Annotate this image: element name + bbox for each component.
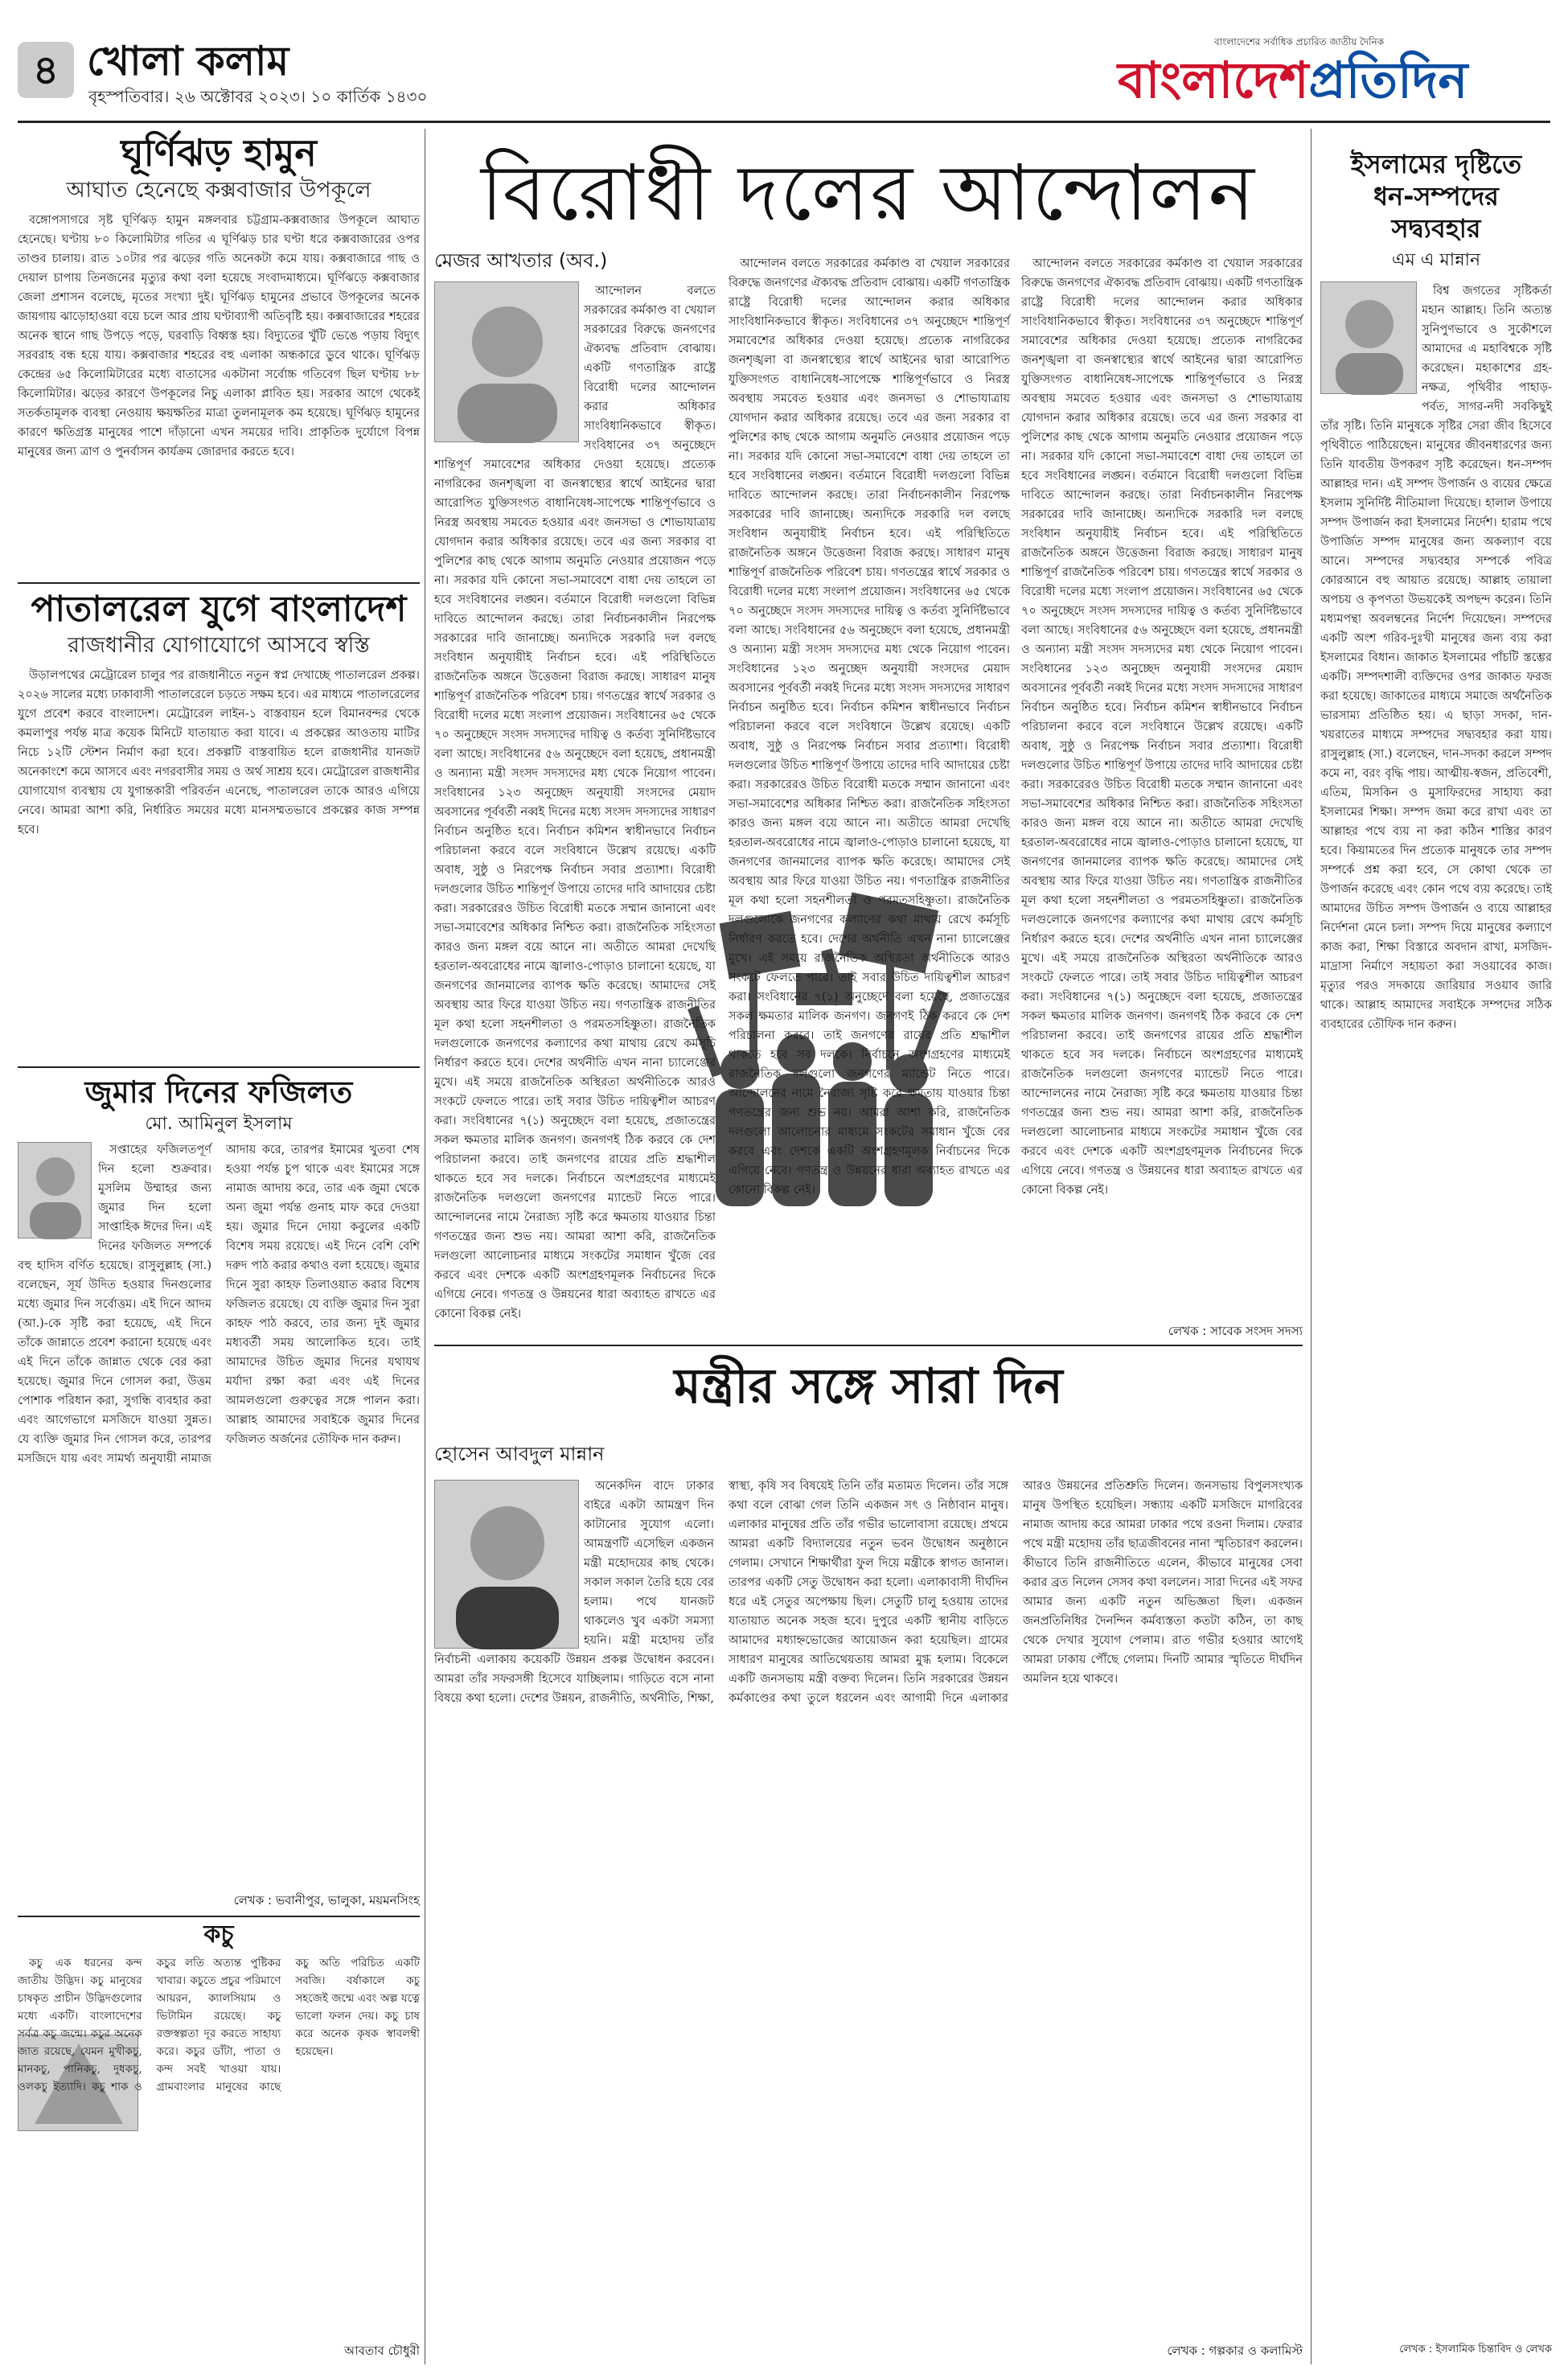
- opposition-title: বিরোধী দলের আন্দোলন: [480, 148, 1256, 238]
- islam-title-line2: ধন-সম্পদের: [1373, 181, 1499, 212]
- metro-subtitle: রাজধানীর যোগাযোগে আসবে স্বস্তি: [68, 633, 370, 658]
- center-rule: [434, 1345, 1303, 1346]
- page-number-badge: ৪: [18, 42, 74, 98]
- kochu-title: কচু: [203, 1920, 234, 1949]
- jumma-body: সপ্তাহের ফজিলতপূর্ণ দিন হলো শুক্রবার। মুসলিম উম্মাহর জন্য জুমার দিন হলো সাপ্তাহিক ঈদের দিন। এই দিনের ফজিলত সম্পর্কে বহু হাদিস বর্ণিত হয়েছে। রাসুলুল্লাহ (সা.) বলেছেন, সূর্য উদিত হওয়ার দিনগুলোর মধ্যে জুমার দিন সর্বোত্তম। এই দিনে আদম (আ.)-কে সৃষ্টি করা হয়েছে, এই দিনে তাঁকে জান্নাতে প্রবেশ করানো হয়েছে এবং এই দিনে তাঁকে জান্নাত থেকে বের করা হয়েছে। জুমার দিনে গোসল করা, উত্তম পোশাক পরিধান করা, সুগন্ধি ব্যবহার করা এবং আগেভাগে মসজিদে যাওয়া সুন্নত। যে ব্যক্তি জুমার দিন গোসল করে, তারপর মসজিদে যায় এবং সামর্থ্য অনুযায়ী নামাজ আদায় করে, তারপর ইমামের খুতবা শেষ হওয়া পর্যন্ত চুপ থাকে এবং ইমামের সঙ্গে নামাজ আদায় করে, তার এক জুমা থেকে অন্য জুমা পর্যন্ত গুনাহ মাফ করে দেওয়া হয়। জুমার দিনে দোয়া কবুলের একটি বিশেষ সময় রয়েছে। এই দিনে বেশি বেশি দরুদ পাঠ করার কথাও বলা হয়েছে। জুমার দিনে সুরা কাহফ তিলাওয়াত করার বিশেষ ফজিলত রয়েছে। যে ব্যক্তি জুমার দিন সুরা কাহফ পাঠ করবে, তার জন্য দুই জুমার মধ্যবর্তী সময় আলোকিত হবে। তাই আমাদের উচিত জুমার দিনের যথাযথ মর্যাদা রক্ষা করা এবং এই দিনের আমলগুলো গুরুত্বের সঙ্গে পালন করা। আল্লাহ আমাদের সবাইকে জুমার দিনের ফজিলত অর্জনের তৌফিক দান করুন।: [18, 1144, 420, 1465]
- islam-author: এম এ মান্নান: [1391, 250, 1481, 270]
- logo-word-pratidin: প্রতিদিন: [1308, 51, 1468, 109]
- section-title: খোলা কলাম: [87, 38, 289, 84]
- left-rule-3: [18, 1916, 420, 1917]
- masthead-rule: [18, 121, 1550, 123]
- logo-word-bangladesh: বাংলাদেশ: [1118, 51, 1309, 109]
- left-rule-1: [18, 582, 420, 584]
- minister-author: হোসেন আবদুল মান্নান: [434, 1443, 605, 1465]
- kochu-body: কচু এক ধরনের কন্দ জাতীয় উদ্ভিদ। কচু মানুষের চাষকৃত প্রাচীন উদ্ভিদগুলোর মধ্যে একটি। বাংলাদেশের সর্বত্র কচু জন্মে। কচুর অনেক জাত রয়েছে, যেমন মুখীকচু, মানকচু, পানিকচু, দুধকচু, ওলকচু ইত্যাদি। কচু শাক ও কচুর লতি অত্যন্ত পুষ্টিকর খাবার। কচুতে প্রচুর পরিমাণে আয়রন, ক্যালসিয়াম ও ভিটামিন রয়েছে। কচু রক্তস্বল্পতা দূর করতে সাহায্য করে। কচুর ডাঁটা, পাতা ও কন্দ সবই খাওয়া যায়। গ্রামবাংলার মানুষের কাছে কচু অতি পরিচিত একটি সবজি। বর্ষাকালে কচু সহজেই জন্মে এবং অল্প যত্নে ভালো ফলন দেয়। কচু চাষ করে অনেক কৃষক স্বাবলম্বী হয়েছেন।: [18, 1957, 420, 2093]
- jumma-footer: লেখক : ভবানীপুর, ভালুকা, ময়মনসিংহ: [233, 1893, 420, 1908]
- hamun-title: ঘূর্ণিঝড় হামুন: [121, 131, 317, 175]
- islam-title-line1: ইসলামের দৃষ্টিতে: [1350, 149, 1522, 179]
- islam-title-line3: সদ্ব্যবহার: [1391, 213, 1481, 244]
- left-rule-2: [18, 1066, 420, 1068]
- opposition-footer: লেখক : সাবেক সংসদ সদস্য: [1168, 1324, 1303, 1338]
- islam-footer: লেখক : ইসলামিক চিন্তাবিদ ও লেখক: [1399, 2343, 1552, 2356]
- opposition-author: মেজর আখতার (অব.): [434, 249, 608, 272]
- minister-title: মন্ত্রীর সঙ্গে সারা দিন: [674, 1358, 1063, 1415]
- issue-date: বৃহস্পতিবার। ২৬ অক্টোবর ২০২৩। ১০ কার্তিক ১৪৩০: [88, 87, 428, 106]
- jumma-title: জুমার দিনের ফজিলত: [84, 1074, 353, 1110]
- kochu-footer: আবতাব চৌধুরী: [344, 2343, 420, 2358]
- minister-body: অনেকদিন বাদে ঢাকার বাইরে একটা আমন্ত্রণ দিন কাটানোর সুযোগ এলো। আমন্ত্রণটি এসেছিল একজন মন্ত্রী মহোদয়ের কাছ থেকে। সকাল সকাল তৈরি হয়ে বের হলাম। পথে যানজট থাকলেও খুব একটা সমস্যা হয়নি। মন্ত্রী মহোদয় তাঁর নির্বাচনী এলাকায় কয়েকটি উন্নয়ন প্রকল্প উদ্বোধন করবেন। আমরা তাঁর সফরসঙ্গী হিসেবে যাচ্ছিলাম। গাড়িতে বসে নানা বিষয়ে কথা হলো। দেশের উন্নয়ন, রাজনীতি, অর্থনীতি, শিক্ষা, স্বাস্থ্য, কৃষি সব বিষয়েই তিনি তাঁর মতামত দিলেন। তাঁর সঙ্গে কথা বলে বোঝা গেল তিনি একজন সৎ ও নিষ্ঠাবান মানুষ। এলাকার মানুষের প্রতি তাঁর গভীর ভালোবাসা রয়েছে। প্রথমে আমরা একটি বিদ্যালয়ের নতুন ভবন উদ্বোধন অনুষ্ঠানে গেলাম। সেখানে শিক্ষার্থীরা ফুল দিয়ে মন্ত্রীকে স্বাগত জানাল। তারপর একটি সেতু উদ্বোধন করা হলো। এলাকাবাসী দীর্ঘদিন ধরে এই সেতুর অপেক্ষায় ছিল। সেতুটি চালু হওয়ায় তাদের যাতায়াত অনেক সহজ হবে। দুপুরে একটি স্থানীয় বাড়িতে আমাদের মধ্যাহ্নভোজের আয়োজন করা হয়েছিল। গ্রামের সাধারণ মানুষের আতিথেয়তায় আমরা মুগ্ধ হলাম। বিকেলে একটি জনসভায় মন্ত্রী বক্তব্য দিলেন। তিনি সরকারের উন্নয়ন কর্মকাণ্ডের কথা তুলে ধরলেন এবং আগামী দিনে এলাকার আরও উন্নয়নের প্রতিশ্রুতি দিলেন। জনসভায় বিপুলসংখ্যক মানুষ উপস্থিত হয়েছিল। সন্ধ্যায় একটি মসজিদে মাগরিবের নামাজ আদায় করে আমরা ঢাকার পথে রওনা দিলাম। ফেরার পথে মন্ত্রী মহোদয় তাঁর ছাত্রজীবনের নানা স্মৃতিচারণ করলেন। কীভাবে তিনি রাজনীতিতে এলেন, কীভাবে মানুষের সেবা করার ব্রত নিলেন সেসব কথা বললেন। সারা দিনের এই সফর আমার জন্য একটি নতুন অভিজ্ঞতা ছিল। একজন জনপ্রতিনিধির দৈনন্দিন কর্মব্যস্ততা কতটা কঠিন, তা কাছ থেকে দেখার সুযোগ পেলাম। রাত গভীর হওয়ার আগেই আমরা ঢাকায় পৌঁছে গেলাম। দিনটি আমার স্মৃতিতে দীর্ঘদিন অমলিন হয়ে থাকবে।: [434, 1480, 1303, 1705]
- opposition-body-col2: আন্দোলন বলতে সরকারের কর্মকাণ্ড বা খেয়াল সরকারের বিরুদ্ধে জনগণের ঐক্যবদ্ধ প্রতিবাদ বোঝায়। একটি গণতান্ত্রিক রাষ্ট্রে বিরোধী দলের আন্দোলন করার অধিকার সাংবিধানিকভাবে স্বীকৃত। সংবিধানের ৩৭ অনুচ্ছেদে শান্তিপূর্ণ সমাবেশের অধিকার দেওয়া হয়েছে। প্রত্যেক নাগরিকের জনশৃঙ্খলা বা জনস্বাস্থ্যের স্বার্থে আইনের দ্বারা আরোপিত যুক্তিসংগত বাধানিষেধ-সাপেক্ষে শান্তিপূর্ণভাবে ও নিরস্ত্র অবস্থায় সমবেত হওয়ার এবং জনসভা ও শোভাযাত্রায় যোগদান করার অধিকার রয়েছে। তবে এর জন্য সরকার বা পুলিশের কাছ থেকে আগাম অনুমতি নেওয়ার প্রয়োজন পড়ে না। সরকার যদি কোনো সভা-সমাবেশে বাধা দেয় তাহলে তা হবে সংবিধানের লঙ্ঘন। বর্তমানে বিরোধী দলগুলো বিভিন্ন দাবিতে আন্দোলন করছে। তারা নির্বাচনকালীন নিরপেক্ষ সরকারের দাবি জানাচ্ছে। অন্যদিকে সরকারি দল বলছে সংবিধান অনুযায়ীই নির্বাচন হবে। এই পরিস্থিতিতে রাজনৈতিক অঙ্গনে উত্তেজনা বিরাজ করছে। সাধারণ মানুষ শান্তিপূর্ণ রাজনৈতিক পরিবেশ চায়। গণতন্ত্রের স্বার্থে সরকার ও বিরোধী দলের মধ্যে সংলাপ প্রয়োজন। সংবিধানের ৬৫ থেকে ৭০ অনুচ্ছেদে সংসদ সদস্যদের দায়িত্ব ও কর্তব্য সুনির্দিষ্টভাবে বলা আছে। সংবিধানের ৫৬ অনুচ্ছেদে বলা হয়েছে, প্রধানমন্ত্রী ও অন্যান্য মন্ত্রী সংসদ সদস্যদের মধ্য থেকে নিয়োগ পাবেন। সংবিধানের ১২৩ অনুচ্ছেদ অনুযায়ী সংসদের মেয়াদ অবসানের পূর্ববর্তী নব্বই দিনের মধ্যে সংসদ সদস্যদের সাধারণ নির্বাচন অনুষ্ঠিত হবে। নির্বাচন কমিশন স্বাধীনভাবে নির্বাচন পরিচালনা করবে বলে সংবিধানে উল্লেখ রয়েছে। একটি অবাধ, সুষ্ঠু ও নিরপেক্ষ নির্বাচন সবার প্রত্যাশা। বিরোধী দলগুলোর উচিত শান্তিপূর্ণ উপায়ে তাদের দাবি আদায়ের চেষ্টা করা। সরকারেরও উচিত বিরোধী মতকে সম্মান জানানো এবং সভা-সমাবেশের অধিকার নিশ্চিত করা। রাজনৈতিক সহিংসতা কারও জন্য মঙ্গল বয়ে আনে না। অতীতে আমরা দেখেছি হরতাল-অবরোধের নামে জ্বালাও-পোড়াও চালানো হয়েছে, যা জনগণের জানমালের ব্যাপক ক্ষতি করেছে। আমাদের সেই অবস্থায় আর ফিরে যাওয়া উচিত নয়। গণতান্ত্রিক রাজনীতির মূল কথা হলো সহনশীলতা ও পরমতসহিষ্ণুতা। রাজনৈতিক দলগুলোকে জনগণের কল্যাণের কথা মাথায় রেখে কর্মসূচি নির্ধারণ করতে হবে। দেশের অর্থনীতি এখন নানা চ্যালেঞ্জের মুখে। এই সময়ে রাজনৈতিক অস্থিরতা অর্থনীতিকে আরও সংকটে ফেলতে পারে। তাই সবার উচিত দায়িত্বশীল আচরণ করা। সংবিধানের ৭(১) অনুচ্ছেদে বলা হয়েছে, প্রজাতন্ত্রের সকল ক্ষমতার মালিক জনগণ। জনগণই ঠিক করবে কে দেশ পরিচালনা করবে। তাই জনগণের রায়ের প্রতি শ্রদ্ধাশীল থাকতে হবে সব দলকে। নির্বাচনে অংশগ্রহণের মাধ্যমেই রাজনৈতিক দলগুলো জনগণের ম্যান্ডেট নিতে পারে। আন্দোলনের নামে নৈরাজ্য সৃষ্টি করে ক্ষমতায় যাওয়ার চিন্তা গণতন্ত্রের জন্য শুভ নয়। আমরা আশা করি, রাজনৈতিক দলগুলো আলোচনার মাধ্যমে সংকটের সমাধান খুঁজে বের করবে এবং দেশকে একটি অংশগ্রহণমূলক নির্বাচনের দিকে এগিয়ে নেবে। গণতন্ত্র ও উন্নয়নের ধারা অব্যাহত রাখতে এর কোনো বিকল্প নেই।: [729, 257, 1010, 1197]
- opposition-body-col3: আন্দোলন বলতে সরকারের কর্মকাণ্ড বা খেয়াল সরকারের বিরুদ্ধে জনগণের ঐক্যবদ্ধ প্রতিবাদ বোঝায়। একটি গণতান্ত্রিক রাষ্ট্রে বিরোধী দলের আন্দোলন করার অধিকার সাংবিধানিকভাবে স্বীকৃত। সংবিধানের ৩৭ অনুচ্ছেদে শান্তিপূর্ণ সমাবেশের অধিকার দেওয়া হয়েছে। প্রত্যেক নাগরিকের জনশৃঙ্খলা বা জনস্বাস্থ্যের স্বার্থে আইনের দ্বারা আরোপিত যুক্তিসংগত বাধানিষেধ-সাপেক্ষে শান্তিপূর্ণভাবে ও নিরস্ত্র অবস্থায় সমবেত হওয়ার এবং জনসভা ও শোভাযাত্রায় যোগদান করার অধিকার রয়েছে। তবে এর জন্য সরকার বা পুলিশের কাছ থেকে আগাম অনুমতি নেওয়ার প্রয়োজন পড়ে না। সরকার যদি কোনো সভা-সমাবেশে বাধা দেয় তাহলে তা হবে সংবিধানের লঙ্ঘন। বর্তমানে বিরোধী দলগুলো বিভিন্ন দাবিতে আন্দোলন করছে। তারা নির্বাচনকালীন নিরপেক্ষ সরকারের দাবি জানাচ্ছে। অন্যদিকে সরকারি দল বলছে সংবিধান অনুযায়ীই নির্বাচন হবে। এই পরিস্থিতিতে রাজনৈতিক অঙ্গনে উত্তেজনা বিরাজ করছে। সাধারণ মানুষ শান্তিপূর্ণ রাজনৈতিক পরিবেশ চায়। গণতন্ত্রের স্বার্থে সরকার ও বিরোধী দলের মধ্যে সংলাপ প্রয়োজন। সংবিধানের ৬৫ থেকে ৭০ অনুচ্ছেদে সংসদ সদস্যদের দায়িত্ব ও কর্তব্য সুনির্দিষ্টভাবে বলা আছে। সংবিধানের ৫৬ অনুচ্ছেদে বলা হয়েছে, প্রধানমন্ত্রী ও অন্যান্য মন্ত্রী সংসদ সদস্যদের মধ্য থেকে নিয়োগ পাবেন। সংবিধানের ১২৩ অনুচ্ছেদ অনুযায়ী সংসদের মেয়াদ অবসানের পূর্ববর্তী নব্বই দিনের মধ্যে সংসদ সদস্যদের সাধারণ নির্বাচন অনুষ্ঠিত হবে। নির্বাচন কমিশন স্বাধীনভাবে নির্বাচন পরিচালনা করবে বলে সংবিধানে উল্লেখ রয়েছে। একটি অবাধ, সুষ্ঠু ও নিরপেক্ষ নির্বাচন সবার প্রত্যাশা। বিরোধী দলগুলোর উচিত শান্তিপূর্ণ উপায়ে তাদের দাবি আদায়ের চেষ্টা করা। সরকারেরও উচিত বিরোধী মতকে সম্মান জানানো এবং সভা-সমাবেশের অধিকার নিশ্চিত করা। রাজনৈতিক সহিংসতা কারও জন্য মঙ্গল বয়ে আনে না। অতীতে আমরা দেখেছি হরতাল-অবরোধের নামে জ্বালাও-পোড়াও চালানো হয়েছে, যা জনগণের জানমালের ব্যাপক ক্ষতি করেছে। আমাদের সেই অবস্থায় আর ফিরে যাওয়া উচিত নয়। গণতান্ত্রিক রাজনীতির মূল কথা হলো সহনশীলতা ও পরমতসহিষ্ণুতা। রাজনৈতিক দলগুলোকে জনগণের কল্যাণের কথা মাথায় রেখে কর্মসূচি নির্ধারণ করতে হবে। দেশের অর্থনীতি এখন নানা চ্যালেঞ্জের মুখে। এই সময়ে রাজনৈতিক অস্থিরতা অর্থনীতিকে আরও সংকটে ফেলতে পারে। তাই সবার উচিত দায়িত্বশীল আচরণ করা। সংবিধানের ৭(১) অনুচ্ছেদে বলা হয়েছে, প্রজাতন্ত্রের সকল ক্ষমতার মালিক জনগণ। জনগণই ঠিক করবে কে দেশ পরিচালনা করবে। তাই জনগণের রায়ের প্রতি শ্রদ্ধাশীল থাকতে হবে সব দলকে। নির্বাচনে অংশগ্রহণের মাধ্যমেই রাজনৈতিক দলগুলো জনগণের ম্যান্ডেট নিতে পারে। আন্দোলনের নামে নৈরাজ্য সৃষ্টি করে ক্ষমতায় যাওয়ার চিন্তা গণতন্ত্রের জন্য শুভ নয়। আমরা আশা করি, রাজনৈতিক দলগুলো আলোচনার মাধ্যমে সংকটের সমাধান খুঁজে বের করবে এবং দেশকে একটি অংশগ্রহণমূলক নির্বাচনের দিকে এগিয়ে নেবে। গণতন্ত্র ও উন্নয়নের ধারা অব্যাহত রাখতে এর কোনো বিকল্প নেই।: [1021, 257, 1303, 1197]
- islam-body: বিশ্ব জগতের সৃষ্টিকর্তা মহান আল্লাহ। তিনি অত্যন্ত সুনিপুণভাবে ও সুকৌশলে আমাদের এ মহাবিশ্বকে সৃষ্টি করেছেন। মহাকাশের গ্রহ-নক্ষত্র, পৃথিবীর পাহাড়-পর্বত, সাগর-নদী সবকিছুই তাঁর সৃষ্টি। তিনি মানুষকে সৃষ্টির সেরা জীব হিসেবে পৃথিবীতে পাঠিয়েছেন। মানুষের জীবনধারণের জন্য তিনি যাবতীয় উপকরণ সৃষ্টি করেছেন। ধন-সম্পদ আল্লাহর দান। এই সম্পদ উপার্জন ও ব্যয়ের ক্ষেত্রে ইসলাম সুনির্দিষ্ট নীতিমালা দিয়েছে। হালাল উপায়ে সম্পদ উপার্জন করা ইসলামের নির্দেশ। হারাম পথে উপার্জিত সম্পদ মানুষের জন্য অকল্যাণ বয়ে আনে। সম্পদের সদ্ব্যবহার সম্পর্কে পবিত্র কোরআনে বহু আয়াত রয়েছে। আল্লাহ তায়ালা অপচয় ও কৃপণতা উভয়কেই অপছন্দ করেন। তিনি মধ্যমপন্থা অবলম্বনের নির্দেশ দিয়েছেন। সম্পদের একটি অংশ গরিব-দুঃখী মানুষের জন্য ব্যয় করা ইসলামের বিধান। জাকাত ইসলামের পাঁচটি স্তম্ভের একটি। সম্পদশালী ব্যক্তিদের ওপর জাকাত ফরজ করা হয়েছে। জাকাতের মাধ্যমে সমাজে অর্থনৈতিক ভারসাম্য প্রতিষ্ঠিত হয়। এ ছাড়া সদকা, দান-খয়রাতের মাধ্যমে সম্পদের সদ্ব্যবহার করা যায়। রাসুলুল্লাহ (সা.) বলেছেন, দান-সদকা করলে সম্পদ কমে না, বরং বৃদ্ধি পায়। আত্মীয়-স্বজন, প্রতিবেশী, এতিম, মিসকিন ও মুসাফিরদের সাহায্য করা ইসলামের শিক্ষা। সম্পদ জমা করে রাখা এবং তা আল্লাহর পথে ব্যয় না করা কঠিন শাস্তির কারণ হবে। কিয়ামতের দিন প্রত্যেক মানুষকে তার সম্পদ সম্পর্কে প্রশ্ন করা হবে, সে কোথা থেকে তা উপার্জন করেছে এবং কোন পথে ব্যয় করেছে। তাই আমাদের উচিত সম্পদ উপার্জন ও ব্যয়ে আল্লাহর নির্দেশনা মেনে চলা। সম্পদ দিয়ে মানুষের কল্যাণে কাজ করা, শিক্ষা বিস্তারে অবদান রাখা, মসজিদ-মাদ্রাসা নির্মাণে সহায়তা করা সওয়াবের কাজ। মৃত্যুর পরও সদকায়ে জারিয়ার সওয়াব জারি থাকে। আল্লাহ আমাদের সবাইকে সম্পদের সঠিক ব্যবহারের তৌফিক দান করুন।: [1320, 285, 1552, 1031]
- paper-logo: [1118, 35, 1550, 116]
- opposition-body-col1: আন্দোলন বলতে সরকারের কর্মকাণ্ড বা খেয়াল সরকারের বিরুদ্ধে জনগণের ঐক্যবদ্ধ প্রতিবাদ বোঝায়। একটি গণতান্ত্রিক রাষ্ট্রে বিরোধী দলের আন্দোলন করার অধিকার সাংবিধানিকভাবে স্বীকৃত। সংবিধানের ৩৭ অনুচ্ছেদে শান্তিপূর্ণ সমাবেশের অধিকার দেওয়া হয়েছে। প্রত্যেক নাগরিকের জনশৃঙ্খলা বা জনস্বাস্থ্যের স্বার্থে আইনের দ্বারা আরোপিত যুক্তিসংগত বাধানিষেধ-সাপেক্ষে শান্তিপূর্ণভাবে ও নিরস্ত্র অবস্থায় সমবেত হওয়ার এবং জনসভা ও শোভাযাত্রায় যোগদান করার অধিকার রয়েছে। তবে এর জন্য সরকার বা পুলিশের কাছ থেকে আগাম অনুমতি নেওয়ার প্রয়োজন পড়ে না। সরকার যদি কোনো সভা-সমাবেশে বাধা দেয় তাহলে তা হবে সংবিধানের লঙ্ঘন। বর্তমানে বিরোধী দলগুলো বিভিন্ন দাবিতে আন্দোলন করছে। তারা নির্বাচনকালীন নিরপেক্ষ সরকারের দাবি জানাচ্ছে। অন্যদিকে সরকারি দল বলছে সংবিধান অনুযায়ীই নির্বাচন হবে। এই পরিস্থিতিতে রাজনৈতিক অঙ্গনে উত্তেজনা বিরাজ করছে। সাধারণ মানুষ শান্তিপূর্ণ রাজনৈতিক পরিবেশ চায়। গণতন্ত্রের স্বার্থে সরকার ও বিরোধী দলের মধ্যে সংলাপ প্রয়োজন। সংবিধানের ৬৫ থেকে ৭০ অনুচ্ছেদে সংসদ সদস্যদের দায়িত্ব ও কর্তব্য সুনির্দিষ্টভাবে বলা আছে। সংবিধানের ৫৬ অনুচ্ছেদে বলা হয়েছে, প্রধানমন্ত্রী ও অন্যান্য মন্ত্রী সংসদ সদস্যদের মধ্য থেকে নিয়োগ পাবেন। সংবিধানের ১২৩ অনুচ্ছেদ অনুযায়ী সংসদের মেয়াদ অবসানের পূর্ববর্তী নব্বই দিনের মধ্যে সংসদ সদস্যদের সাধারণ নির্বাচন অনুষ্ঠিত হবে। নির্বাচন কমিশন স্বাধীনভাবে নির্বাচন পরিচালনা করবে বলে সংবিধানে উল্লেখ রয়েছে। একটি অবাধ, সুষ্ঠু ও নিরপেক্ষ নির্বাচন সবার প্রত্যাশা। বিরোধী দলগুলোর উচিত শান্তিপূর্ণ উপায়ে তাদের দাবি আদায়ের চেষ্টা করা। সরকারেরও উচিত বিরোধী মতকে সম্মান জানানো এবং সভা-সমাবেশের অধিকার নিশ্চিত করা। রাজনৈতিক সহিংসতা কারও জন্য মঙ্গল বয়ে আনে না। অতীতে আমরা দেখেছি হরতাল-অবরোধের নামে জ্বালাও-পোড়াও চালানো হয়েছে, যা জনগণের জানমালের ব্যাপক ক্ষতি করেছে। আমাদের সেই অবস্থায় আর ফিরে যাওয়া উচিত নয়। গণতান্ত্রিক রাজনীতির মূল কথা হলো সহনশীলতা ও পরমতসহিষ্ণুতা। রাজনৈতিক দলগুলোকে জনগণের কল্যাণের কথা মাথায় রেখে কর্মসূচি নির্ধারণ করতে হবে। দেশের অর্থনীতি এখন নানা চ্যালেঞ্জের মুখে। এই সময়ে রাজনৈতিক অস্থিরতা অর্থনীতিকে আরও সংকটে ফেলতে পারে। তাই সবার উচিত দায়িত্বশীল আচরণ করা। সংবিধানের ৭(১) অনুচ্ছেদে বলা হয়েছে, প্রজাতন্ত্রের সকল ক্ষমতার মালিক জনগণ। জনগণই ঠিক করবে কে দেশ পরিচালনা করবে। তাই জনগণের রায়ের প্রতি শ্রদ্ধাশীল থাকতে হবে সব দলকে। নির্বাচনে অংশগ্রহণের মাধ্যমেই রাজনৈতিক দলগুলো জনগণের ম্যান্ডেট নিতে পারে। আন্দোলনের নামে নৈরাজ্য সৃষ্টি করে ক্ষমতায় যাওয়ার চিন্তা গণতন্ত্রের জন্য শুভ নয়। আমরা আশা করি, রাজনৈতিক দলগুলো আলোচনার মাধ্যমে সংকটের সমাধান খুঁজে বের করবে এবং দেশকে একটি অংশগ্রহণমূলক নির্বাচনের দিকে এগিয়ে নেবে। গণতন্ত্র ও উন্নয়নের ধারা অব্যাহত রাখতে এর কোনো বিকল্প নেই।: [434, 285, 716, 1320]
- minister-footer: লেখক : গল্পকার ও কলামিস্ট: [1167, 2343, 1303, 2358]
- hamun-body: বঙ্গোপসাগরে সৃষ্ট ঘূর্ণিঝড় হামুন মঙ্গলবার চট্টগ্রাম-কক্সবাজার উপকূলে আঘাত হেনেছে। ঘণ্টায় ৮০ কিলোমিটার গতির এ ঘূর্ণিঝড় চার ঘণ্টা ধরে কক্সবাজারের ওপর তাণ্ডব চালায়। রাত ১০টার পর ঝড়ের গতি অনেকটা কমে যায়। কক্সবাজারে গাছ ও দেয়াল চাপায় তিনজনের মৃত্যুর কথা বলা হয়েছে সংবাদমাধ্যমে। ঘূর্ণিঝড়ে কক্সবাজার জেলা প্রশাসন বলেছে, মৃতের সংখ্যা দুই। ঘূর্ণিঝড় হামুনের প্রভাবে উপকূলের অনেক জায়গায় ঝাড়োহাওয়া বয়ে চলে আর প্রায় ঘণ্টাব্যাপী অতিবৃষ্টি হয়। কক্সবাজারের শহরের অনেক স্থানে গাছ উপড়ে পড়ে, ঘরবাড়ি বিধ্বস্ত হয়। বিদ্যুতের খুঁটি ভেঙে পড়ায় বিদ্যুৎ সরবরাহ বন্ধ হয়ে যায়। কক্সবাজার শহরের বহু এলাকা অন্ধকারে ডুবে থাকে। ঘূর্ণিঝড় কেন্দ্রের ৬৫ কিলোমিটারের মধ্যে বাতাসের একটানা সর্বোচ্চ গতিবেগ ছিল ঘণ্টায় ৮৮ কিলোমিটার। ঝড়ের কারণে উপকূলের নিচু এলাকা প্লাবিত হয়। সরকার আগে থেকেই সতর্কতামূলক ব্যবস্থা নেওয়ায় ক্ষয়ক্ষতির মাত্রা তুলনামূলক কম হয়েছে। ঘূর্ণিঝড় হামুনের কারণে ক্ষতিগ্রস্ত মানুষের পাশে দাঁড়ানো এখন সময়ের দাবি। প্রাকৃতিক দুর্যোগে বিপন্ন মানুষের জন্য ত্রাণ ও পুনর্বাসন কার্যক্রম জোরদার করতে হবে।: [18, 214, 420, 458]
- hamun-subtitle: আঘাত হেনেছে কক্সবাজার উপকূলে: [66, 178, 371, 203]
- metro-body: উড়ালপথের মেট্রোরেল চালুর পর রাজধানীতে নতুন স্বপ্ন দেখাচ্ছে পাতালরেল প্রকল্প। ২০২৬ সালের মধ্যে ঢাকাবাসী পাতালরেলে চড়তে সক্ষম হবে। এর মাধ্যমে পাতালরেলের যুগে প্রবেশ করবে বাংলাদেশ। মেট্রোরেল লাইন-১ বাস্তবায়ন হলে বিমানবন্দর থেকে কমলাপুর পর্যন্ত মাত্র কয়েক মিনিটে যাতায়াত করা যাবে। এ প্রকল্পের আওতায় মাটির নিচে ১২টি স্টেশন নির্মাণ করা হবে। প্রকল্পটি বাস্তবায়িত হলে রাজধানীর যানজট অনেকাংশে কমে আসবে এবং নগরবাসীর সময় ও অর্থ সাশ্রয় হবে। মেট্রোরেল রাজধানীর যোগাযোগ ব্যবস্থায় যে যুগান্তকারী পরিবর্তন এনেছে, পাতালরেল তাকে আরও এগিয়ে নেবে। আমরা আশা করি, নির্ধারিত সময়ের মধ্যে মানসম্মতভাবে প্রকল্পের কাজ সম্পন্ন হবে।: [18, 669, 420, 836]
- logo-tagline: বাংলাদেশের সর্বাধিক প্রচারিত জাতীয় দৈনিক: [1214, 36, 1385, 47]
- jumma-author: মো. আমিনুল ইসলাম: [145, 1114, 293, 1134]
- metro-title: পাতালরেল যুগে বাংলাদেশ: [31, 589, 407, 630]
